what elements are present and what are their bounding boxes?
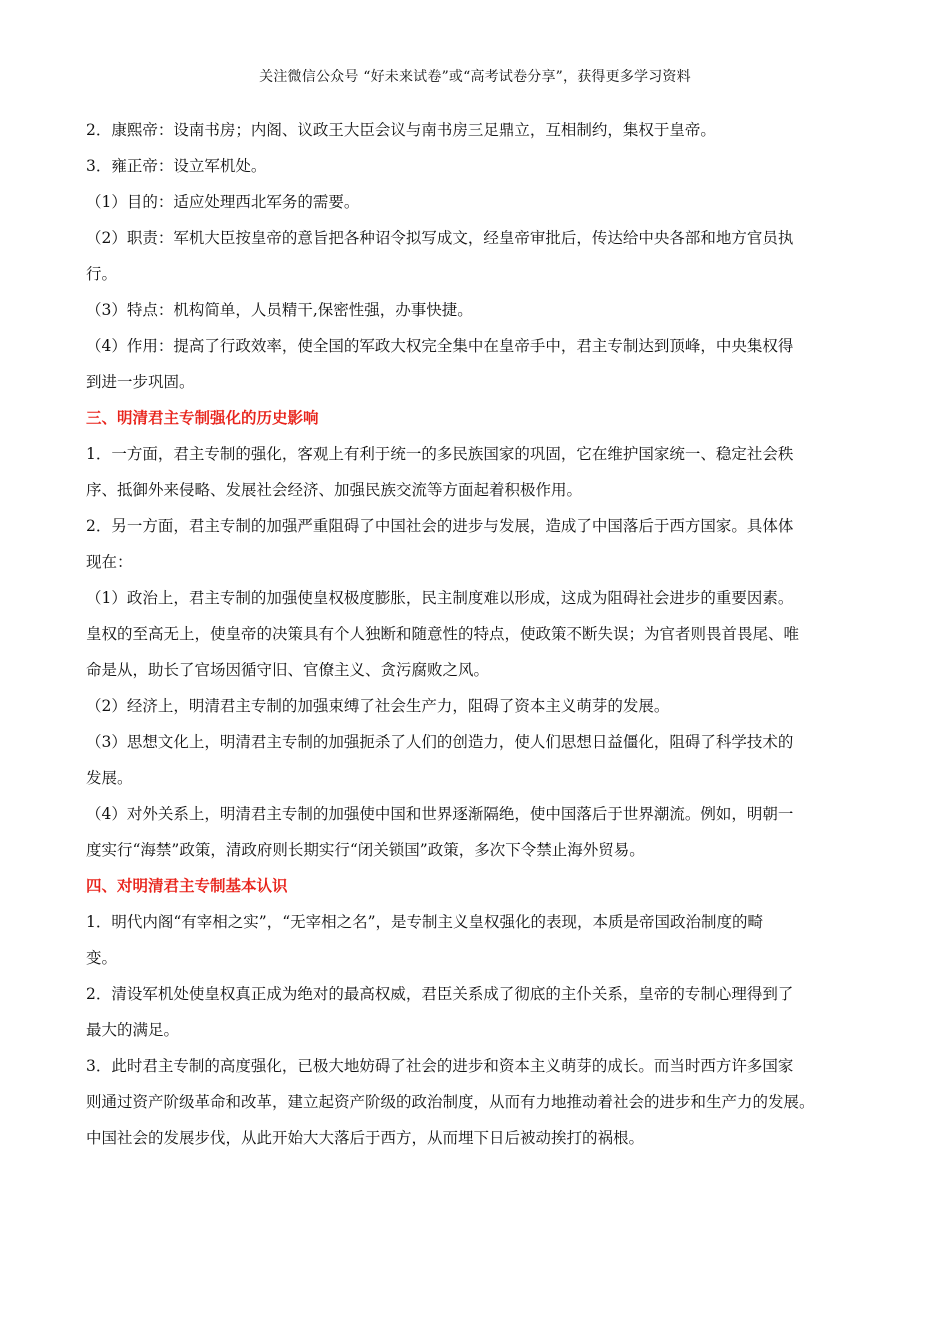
text-line: 1．明代内阁“有宰相之实”，“无宰相之名”，是专制主义皇权强化的表现，本质是帝国政治制度的畸 (86, 913, 764, 931)
document-body (86, 112, 876, 1156)
text-line: 命是从，助长了官场因循守旧、官僚主义、贪污腐败之风。 (86, 661, 490, 679)
section-heading: 四、对明清君主专制基本认识 (86, 876, 288, 895)
page-header: 关注微信公众号 “好未来试卷”或“高考试卷分享”，获得更多学习资料 (259, 69, 691, 85)
text-line: （3）特点：机构简单，人员精干,保密性强，办事快捷。 (86, 301, 473, 319)
text-line: 最大的满足。 (86, 1021, 180, 1039)
text-line: 度实行“海禁”政策，清政府则长期实行“闭关锁国”政策，多次下令禁止海外贸易。 (86, 841, 645, 859)
text-line: 现在： (86, 553, 133, 571)
text-line: （1）目的：适应处理西北军务的需要。 (86, 193, 360, 211)
text-line: 2．清设军机处使皇权真正成为绝对的最高权威，君臣关系成了彻底的主仆关系，皇帝的专制心理得到了 (86, 985, 794, 1003)
text-line: （2）职责：军机大臣按皇帝的意旨把各种诏令拟写成文，经皇帝审批后，传达给中央各部和地方官员执 (86, 229, 794, 247)
text-line: 变。 (86, 949, 118, 967)
text-line: 发展。 (86, 769, 133, 787)
text-line: 2．康熙帝：设南书房；内阁、议政王大臣会议与南书房三足鼎立，互相制约，集权于皇帝。 (86, 121, 716, 139)
text-line: 行。 (86, 265, 118, 283)
text-line: （4）对外关系上，明清君主专制的加强使中国和世界逐渐隔绝，使中国落后于世界潮流。例如，明朝一 (86, 805, 794, 823)
text-line: 序、抵御外来侵略、发展社会经济、加强民族交流等方面起着积极作用。 (86, 481, 583, 499)
text-line: 中国社会的发展步伐，从此开始大大落后于西方，从而埋下日后被动挨打的祸根。 (86, 1129, 645, 1147)
section-heading: 三、明清君主专制强化的历史影响 (86, 408, 319, 427)
text-line: （1）政治上，君主专制的加强使皇权极度膨胀，民主制度难以形成，这成为阻碍社会进步的重要因素。 (86, 589, 794, 607)
text-line: 1．一方面，君主专制的强化，客观上有利于统一的多民族国家的巩固，它在维护国家统一、稳定社会秩 (86, 445, 794, 463)
text-line: 到进一步巩固。 (86, 373, 195, 391)
text-line: （3）思想文化上，明清君主专制的加强扼杀了人们的创造力，使人们思想日益僵化，阻碍了科学技术的 (86, 733, 794, 751)
text-line: （2）经济上，明清君主专制的加强束缚了社会生产力，阻碍了资本主义萌芽的发展。 (86, 697, 670, 715)
text-line: 皇权的至高无上，使皇帝的决策具有个人独断和随意性的特点，使政策不断失误；为官者则畏首畏尾、唯 (86, 625, 800, 643)
text-line: 则通过资产阶级革命和改革，建立起资产阶级的政治制度，从而有力地推动着社会的进步和生产力的发展。 (86, 1093, 815, 1111)
text-line: 3．雍正帝：设立军机处。 (86, 157, 267, 175)
text-line: 3．此时君主专制的高度强化，已极大地妨碍了社会的进步和资本主义萌芽的成长。而当时西方许多国家 (86, 1057, 794, 1075)
text-line: （4）作用：提高了行政效率，使全国的军政大权完全集中在皇帝手中，君主专制达到顶峰，中央集权得 (86, 337, 794, 355)
text-line: 2．另一方面，君主专制的加强严重阻碍了中国社会的进步与发展，造成了中国落后于西方国家。具体体 (86, 517, 794, 535)
